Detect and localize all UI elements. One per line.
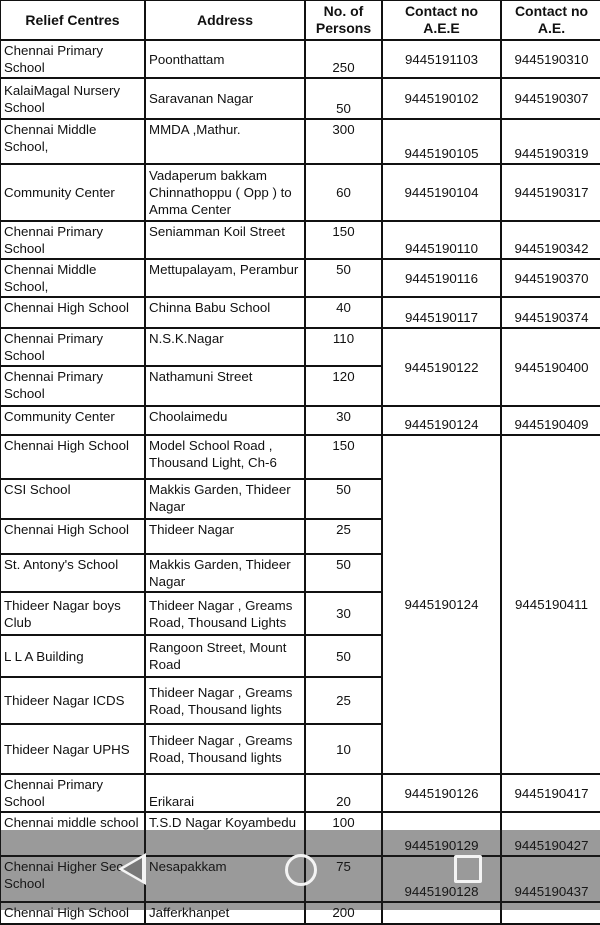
address: Erikarai [145, 774, 305, 812]
table-row [0, 774, 600, 812]
contact-ae: 9445190409 [501, 406, 600, 435]
persons-count: 40 [305, 297, 382, 328]
header-address: Address [145, 0, 305, 40]
contact-ae: 9445190437 [501, 856, 600, 902]
contact-ae: 9445190417 [501, 774, 600, 812]
contact-ae: 9445190310 [501, 40, 600, 78]
header-relief-centres: Relief Centres [0, 0, 145, 40]
contact-ae: 9445190400 [501, 328, 600, 406]
centre-name: Thideer Nagar ICDS [0, 677, 145, 724]
address: Thideer Nagar , Greams Road, Thousand Lights [145, 592, 305, 635]
recent-apps-square-icon[interactable] [454, 855, 482, 883]
header-contact-ae: Contact no A.E. [501, 0, 600, 40]
address: Rangoon Street, Mount Road [145, 635, 305, 677]
contact-aee: 9445190110 [382, 221, 501, 259]
table-row [0, 328, 600, 366]
centre-name: KalaiMagal Nursery School [0, 78, 145, 119]
centre-name: Chennai High School [0, 297, 145, 328]
persons-count: 25 [305, 519, 382, 554]
contact-aee: 9445190104 [382, 164, 501, 221]
persons-count: 20 [305, 774, 382, 812]
contact-aee: 9445190124 [382, 435, 501, 774]
address: N.S.K.Nagar [145, 328, 305, 366]
address: Saravanan Nagar [145, 78, 305, 119]
centre-name: Chennai Higher Sec School [0, 856, 145, 902]
centre-name: Chennai High School [0, 519, 145, 554]
address: Makkis Garden, Thideer Nagar [145, 479, 305, 519]
contact-aee: 9445191103 [382, 40, 501, 78]
persons-count: 50 [305, 259, 382, 297]
table-row [0, 297, 600, 328]
address: Vadaperum bakkam Chinnathoppu ( Opp ) to Amma Center [145, 164, 305, 221]
persons-count: 100 [305, 812, 382, 856]
persons-count: 50 [305, 554, 382, 592]
address: Model School Road , Thousand Light, Ch-6 [145, 435, 305, 479]
table-row [0, 78, 600, 119]
centre-name: Chennai Primary School [0, 366, 145, 406]
persons-count: 200 [305, 902, 382, 924]
header-row [0, 0, 600, 40]
contact-ae: 9445190319 [501, 119, 600, 164]
centre-name: Chennai middle school [0, 812, 145, 856]
header-contact-aee: Contact no A.E.E [382, 0, 501, 40]
address: Poonthattam [145, 40, 305, 78]
persons-count: 10 [305, 724, 382, 774]
centre-name: Chennai Primary School [0, 221, 145, 259]
address: Thideer Nagar , Greams Road, Thousand lights [145, 724, 305, 774]
address: Thideer Nagar [145, 519, 305, 554]
contact-aee: 9445190126 [382, 774, 501, 812]
home-circle-icon[interactable] [285, 854, 317, 886]
address: Jafferkhanpet [145, 902, 305, 924]
persons-count: 25 [305, 677, 382, 724]
table-row [0, 435, 600, 479]
persons-count: 300 [305, 119, 382, 164]
address: Thideer Nagar , Greams Road, Thousand lights [145, 677, 305, 724]
centre-name: Chennai Middle School, [0, 119, 145, 164]
centre-name: Thideer Nagar boys Club [0, 592, 145, 635]
table-row [0, 406, 600, 435]
centre-name: CSI School [0, 479, 145, 519]
back-triangle-icon[interactable] [118, 853, 146, 885]
address: Chinna Babu School [145, 297, 305, 328]
persons-count: 75 [305, 856, 382, 902]
table-row [0, 40, 600, 78]
centre-name: Community Center [0, 406, 145, 435]
persons-count: 120 [305, 366, 382, 406]
table-row [0, 221, 600, 259]
address: Seniamman Koil Street [145, 221, 305, 259]
contact-aee: 9445190105 [382, 119, 501, 164]
centre-name: Thideer Nagar UPHS [0, 724, 145, 774]
address: Nesapakkam [145, 856, 305, 902]
contact-ae: 9445190427 [501, 812, 600, 856]
header-no-of-persons: No. of Persons [305, 0, 382, 40]
contact-ae: 9445190342 [501, 221, 600, 259]
persons-count: 110 [305, 328, 382, 366]
centre-name: St. Antony's School [0, 554, 145, 592]
persons-count: 50 [305, 78, 382, 119]
contact-ae: 9445190411 [501, 435, 600, 774]
persons-count: 50 [305, 479, 382, 519]
address: Choolaimedu [145, 406, 305, 435]
address: Nathamuni Street [145, 366, 305, 406]
persons-count: 150 [305, 435, 382, 479]
address: MMDA ,Mathur. [145, 119, 305, 164]
centre-name: Chennai High School [0, 902, 145, 924]
persons-count: 150 [305, 221, 382, 259]
contact-ae: 9445190307 [501, 78, 600, 119]
address: Makkis Garden, Thideer Nagar [145, 554, 305, 592]
contact-aee: 9445190128 [382, 856, 501, 902]
contact-aee: 9445190129 [382, 812, 501, 856]
persons-count: 250 [305, 40, 382, 78]
contact-ae: 9445190317 [501, 164, 600, 221]
contact-aee: 9445190124 [382, 406, 501, 435]
centre-name: Chennai Primary School [0, 774, 145, 812]
centre-name: Chennai Middle School, [0, 259, 145, 297]
contact-aee: 9445190117 [382, 297, 501, 328]
centre-name: Community Center [0, 164, 145, 221]
android-navigation-bar [0, 830, 600, 910]
address: T.S.D Nagar Koyambedu [145, 812, 305, 856]
table-row [0, 164, 600, 221]
centre-name: Chennai Primary School [0, 40, 145, 78]
centre-name: Chennai High School [0, 435, 145, 479]
contact-ae: 9445190374 [501, 297, 600, 328]
address: Mettupalayam, Perambur [145, 259, 305, 297]
contact-aee: 9445190102 [382, 78, 501, 119]
persons-count: 50 [305, 635, 382, 677]
table-row [0, 119, 600, 164]
contact-aee: 9445190122 [382, 328, 501, 406]
table-row [0, 259, 600, 297]
persons-count: 60 [305, 164, 382, 221]
contact-ae: 9445190370 [501, 259, 600, 297]
centre-name: L L A Building [0, 635, 145, 677]
contact-aee: 9445190116 [382, 259, 501, 297]
persons-count: 30 [305, 592, 382, 635]
persons-count: 30 [305, 406, 382, 435]
centre-name: Chennai Primary School [0, 328, 145, 366]
